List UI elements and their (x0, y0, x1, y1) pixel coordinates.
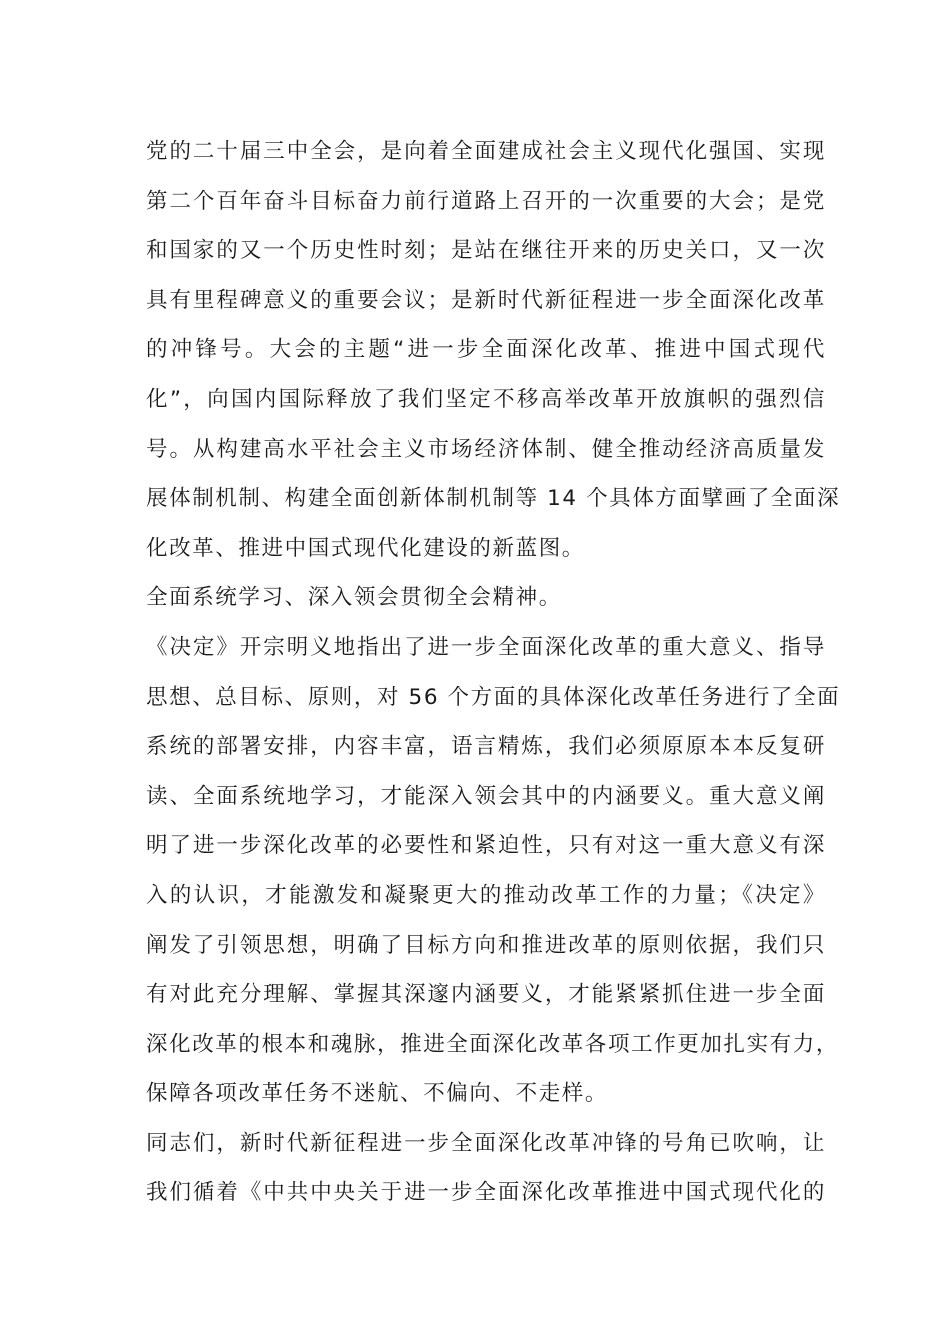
text-line: 的冲锋号。大会的主题“进一步全面深化改革、推进中国式现代 (146, 337, 826, 363)
text-line: 深化改革的根本和魂脉，推进全面深化改革各项工作更加扎实有力， (146, 1031, 840, 1057)
text-line: 系统的部署安排，内容丰富，语言精炼，我们必须原原本本反复研 (146, 734, 826, 760)
text-line: 第二个百年奋斗目标奋力前行道路上召开的一次重要的大会；是党 (146, 188, 826, 214)
text-line: 化改革、推进中国式现代化建设的新蓝图。 (146, 535, 585, 561)
text-line: 有对此充分理解、掌握其深邃内涵要义，才能紧紧抓住进一步全面 (146, 982, 826, 1008)
text-line: 和国家的又一个历史性时刻；是站在继往开来的历史关口，又一次 (146, 238, 826, 264)
text-line: 读、全面系统地学习，才能深入领会其中的内涵要义。重大意义阐 (146, 783, 826, 809)
text-line: 阐发了引领思想，明确了目标方向和推进改革的原则依据，我们只 (146, 932, 826, 958)
text-line: 我们循着《中共中央关于进一步全面深化改革推进中国式现代化的 (146, 1180, 826, 1206)
text-line: 化”，向国内国际释放了我们坚定不移高举改革开放旗帜的强烈信 (146, 386, 826, 412)
text-line: 《决定》开宗明义地指出了进一步全面深化改革的重大意义、指导 (146, 634, 826, 660)
document-body (146, 133, 841, 1224)
text-line: 明了进一步深化改革的必要性和紧迫性，只有对这一重大意义有深 (146, 833, 826, 859)
text-line: 党的二十届三中全会，是向着全面建成社会主义现代化强国、实现 (146, 139, 826, 164)
text-line: 同志们，新时代新征程进一步全面深化改革冲锋的号角已吹响，让 (146, 1130, 826, 1156)
text-line: 思想、总目标、原则，对 56 个方面的具体深化改革任务进行了全面 (146, 684, 841, 710)
text-line: 保障各项改革任务不迷航、不偏向、不走样。 (146, 1081, 609, 1107)
section-heading: 全面系统学习、深入领会贯彻全会精神。 (146, 585, 562, 611)
text-line: 号。从构建高水平社会主义市场经济体制、健全推动经济高质量发 (146, 436, 826, 462)
text-line: 展体制机制、构建全面创新体制机制等 14 个具体方面擘画了全面深 (146, 486, 841, 512)
text-line: 具有里程碑意义的重要会议；是新时代新征程进一步全面深化改革 (146, 287, 826, 313)
text-line: 入的认识，才能激发和凝聚更大的推动改革工作的力量；《决定》 (146, 882, 826, 908)
